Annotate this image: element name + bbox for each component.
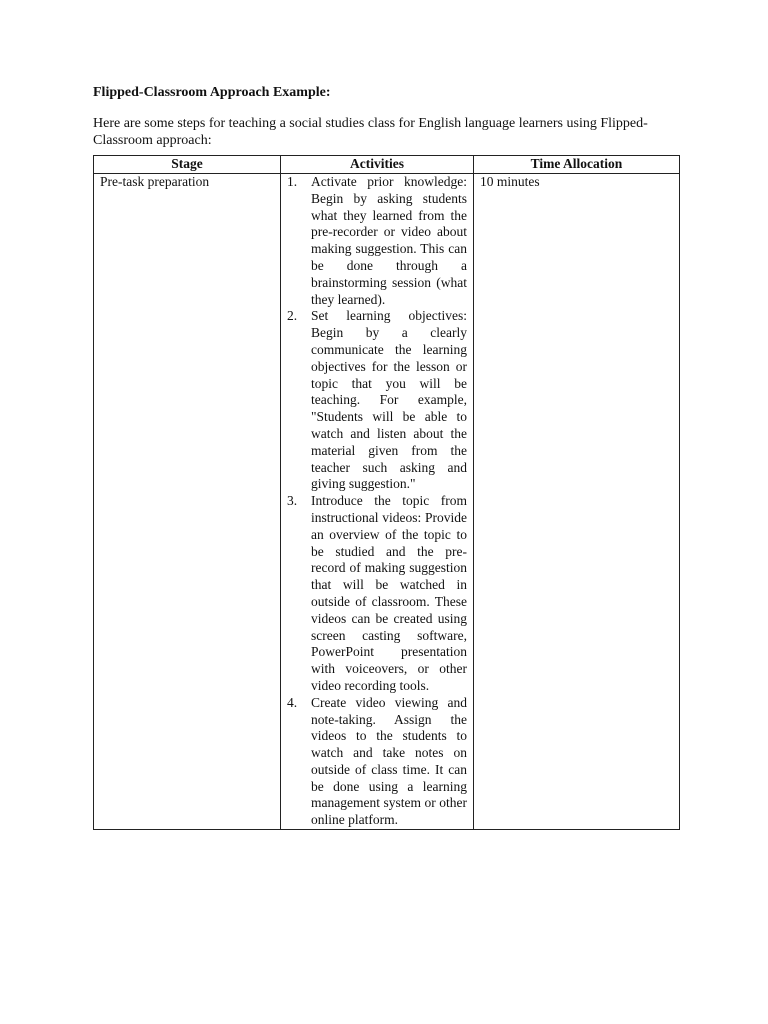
list-item-number: 4. [287,694,298,710]
stage-cell: Pre-task preparation [94,174,281,830]
header-activities: Activities [281,156,474,174]
list-item-text: Activate prior knowledge: Begin by asking students what they learned from the pre-recorder or video about making suggestion. This can be done through a brainstorming session (what they learned). [311,174,467,307]
activities-cell [281,174,474,830]
document-heading: Flipped-Classroom Approach Example: [93,85,331,100]
list-item-text: Create video viewing and note-taking. Assign the videos to the students to watch and take notes on outside of class time. It can be done using a learning management system or other online platform. [311,694,467,828]
stage-table [93,155,680,830]
list-item-text: Set learning objectives: Begin by a clearly communicate the learning objectives for the lesson or topic that you will be teaching. For example, "Students will be able to watch and listen about the material given from the teacher such asking and giving suggestion." [311,308,467,492]
header-time-allocation: Time Allocation [474,156,680,174]
list-item [287,174,467,308]
list-item [287,493,467,695]
activities-list [287,174,467,829]
intro-paragraph: Here are some steps for teaching a social studies class for English language learners using Flipped-Classroom approach: [93,116,648,148]
list-item-text: Introduce the topic from instructional videos: Provide an overview of the topic to be studied and the pre-record of making suggestion that will be watched in outside of classroom. These videos can be created using screen casting software, PowerPoint presentation with voiceovers, or other video recording tools. [311,493,467,693]
list-item [287,695,467,829]
list-item-number: 1. [287,174,298,189]
document-page [93,84,679,830]
list-item-number: 2. [287,308,298,324]
table-row [94,174,680,830]
list-item-number: 3. [287,493,298,509]
table-header-row [94,156,680,174]
time-allocation-cell: 10 minutes [474,174,680,830]
header-stage: Stage [94,156,281,174]
list-item [287,308,467,493]
